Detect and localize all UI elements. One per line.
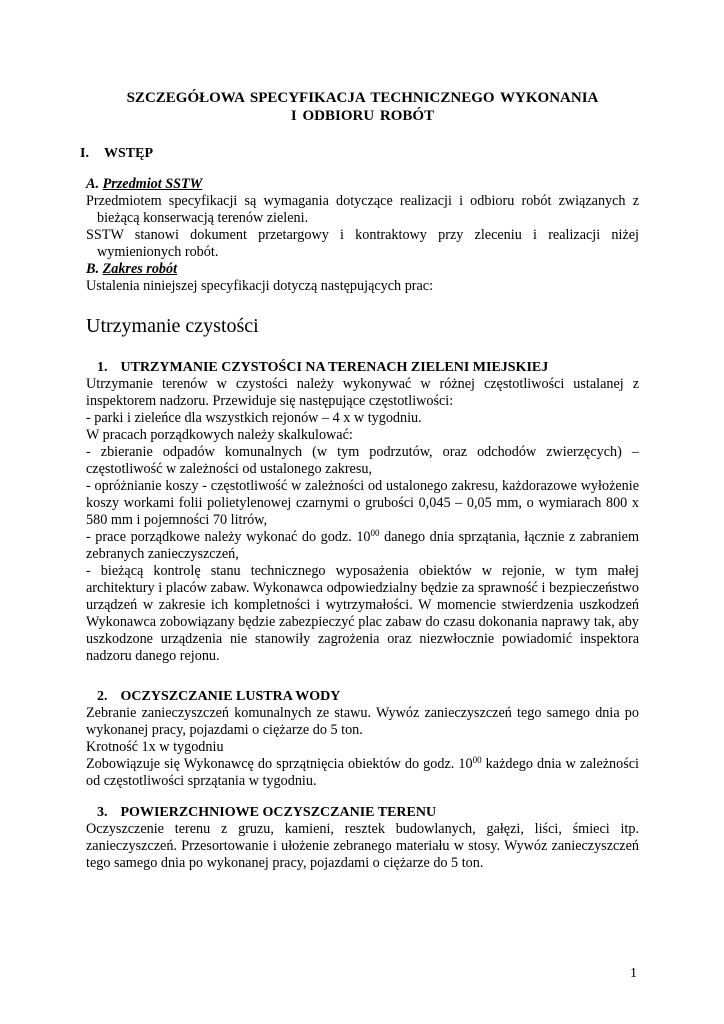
document-title (86, 89, 639, 125)
subheading-a (86, 176, 639, 193)
section-number: I. (80, 146, 89, 161)
section-label: WSTĘP (104, 146, 154, 161)
section-1 (86, 359, 639, 665)
subheading-b-letter: B. (86, 261, 100, 277)
para-3-text: Zobowiązuje się Wykonawcę do sprzątnięcia obiektów do godz. 10 (86, 756, 473, 772)
paragraph-b1: Ustalenia niniejszej specyfikacji dotyczą następujących prac: (86, 278, 434, 294)
section-1-para-1: Utrzymanie terenów w czystości należy wykonywać w różnej częstotliwości ustalanej z inspektorem nadzoru. Przewiduje się następujące częstotliwości: (86, 376, 639, 409)
section-1-para-6 (86, 529, 639, 563)
section-1-para-2: - parki i zieleńce dla wszystkich rejonów – 4 x w tygodniu. (86, 410, 422, 426)
section-2-number: 2. (97, 689, 108, 704)
title-line-2: I ODBIORU ROBÓT (290, 108, 435, 124)
section-1-para-4: - zbieranie odpadów komunalnych (w tym podrzutów, oraz odchodów zwierzęcych) – częstotliwość w zależności od ustalonego zakresu, (86, 444, 639, 477)
page-number: 1 (630, 966, 637, 981)
section-2-heading (86, 688, 639, 705)
section-1-heading (86, 359, 639, 376)
section-2-para-1: Zebranie zanieczyszczeń komunalnych ze stawu. Wywóz zanieczyszczeń tego samego dnia po wykonanej pracy, pojazdami o ciężarze do 5 ton. (86, 705, 639, 738)
subheading-b (86, 261, 639, 278)
para-6-text-rest: danego dnia sprzątania, łącznie z zabraniem zebranych zanieczyszczeń, (86, 529, 639, 562)
section-1-para-5: - opróżnianie koszy - częstotliwość w zależności od ustalonego zakresu, każdorazowe wyłożenie koszy workami folii polietylenowej czarnymi o grubości 0,045 – 0,05 mm, o wymiarach 800 x 580 mm i pojemności 70 litrów, (86, 478, 639, 528)
heading-utrzymanie: Utrzymanie czystości (86, 315, 259, 337)
section-3-para-1: Oczyszczenie terenu z gruzu, kamieni, resztek budowlanych, gałęzi, liści, śmieci itp. zanieczyszczeń. Przesortowanie i ułożenie zebranego materiału w stosy. Wywóz zanieczyszczeń tego samego dnia po wykonanej pracy, pojazdami o ciężarze do 5 ton. (86, 821, 639, 871)
paragraph-a1: Przedmiotem specyfikacji są wymagania dotyczące realizacji i odbioru robót związanych z bieżącą konserwacją terenów zieleni. (86, 193, 639, 226)
section-2-para-3 (86, 756, 639, 790)
section-1-label: UTRZYMANIE CZYSTOŚCI NA TERENACH ZIELENI MIEJSKIEJ (120, 360, 549, 375)
paragraph-a2: SSTW stanowi dokument przetargowy i kontraktowy przy zleceniu i realizacji niżej wymienionych robót. (86, 227, 639, 260)
section-3-label: POWIERZCHNIOWE OCZYSZCZANIE TERENU (120, 805, 437, 820)
title-line-1: SZCZEGÓŁOWA SPECYFIKACJA TECHNICZNEGO WYKONANIA (126, 90, 599, 106)
section-2 (86, 688, 639, 790)
para-3-superscript: 00 (472, 755, 482, 765)
section-1-para-7: - bieżącą kontrolę stanu technicznego wyposażenia obiektów w rejonie, w tym małej architektury i placów zabaw. Wykonawca odpowiedzialny będzie za sprawność i bezpieczeństwo urządzeń w zakresie ich kompletności i wytrzymałości. W momencie stwierdzenia uszkodzeń Wykonawca zobowiązany będzie zabezpieczyć plac zabaw do czasu dokonania naprawy tak, aby uszkodzone urządzenia nie stanowiły zagrożenia oraz niezwłocznie powiadomić inspektora nadzoru danego rejonu. (86, 563, 639, 664)
para-3-text-rest: każdego dnia w zależności od częstotliwości sprzątania w tygodniu. (86, 756, 639, 789)
subheading-b-label: Zakres robót (102, 261, 178, 277)
section-1-para-3: W pracach porządkowych należy skalkulować: (86, 427, 353, 443)
section-2-para-2: Krotność 1x w tygodniu (86, 739, 224, 755)
subheading-a-letter: A. (86, 176, 100, 192)
para-6-text: - prace porządkowe należy wykonać do godz. 10 (86, 529, 371, 545)
section-3-number: 3. (97, 805, 108, 820)
section-1-number: 1. (97, 360, 108, 375)
section-heading-wstep (80, 145, 153, 162)
subheading-a-label: Przedmiot SSTW (102, 176, 203, 192)
section-2-label: OCZYSZCZANIE LUSTRA WODY (120, 689, 341, 704)
section-3-heading (86, 804, 639, 821)
para-6-superscript: 00 (370, 528, 380, 538)
intro-block (86, 176, 639, 295)
section-3 (86, 804, 639, 872)
